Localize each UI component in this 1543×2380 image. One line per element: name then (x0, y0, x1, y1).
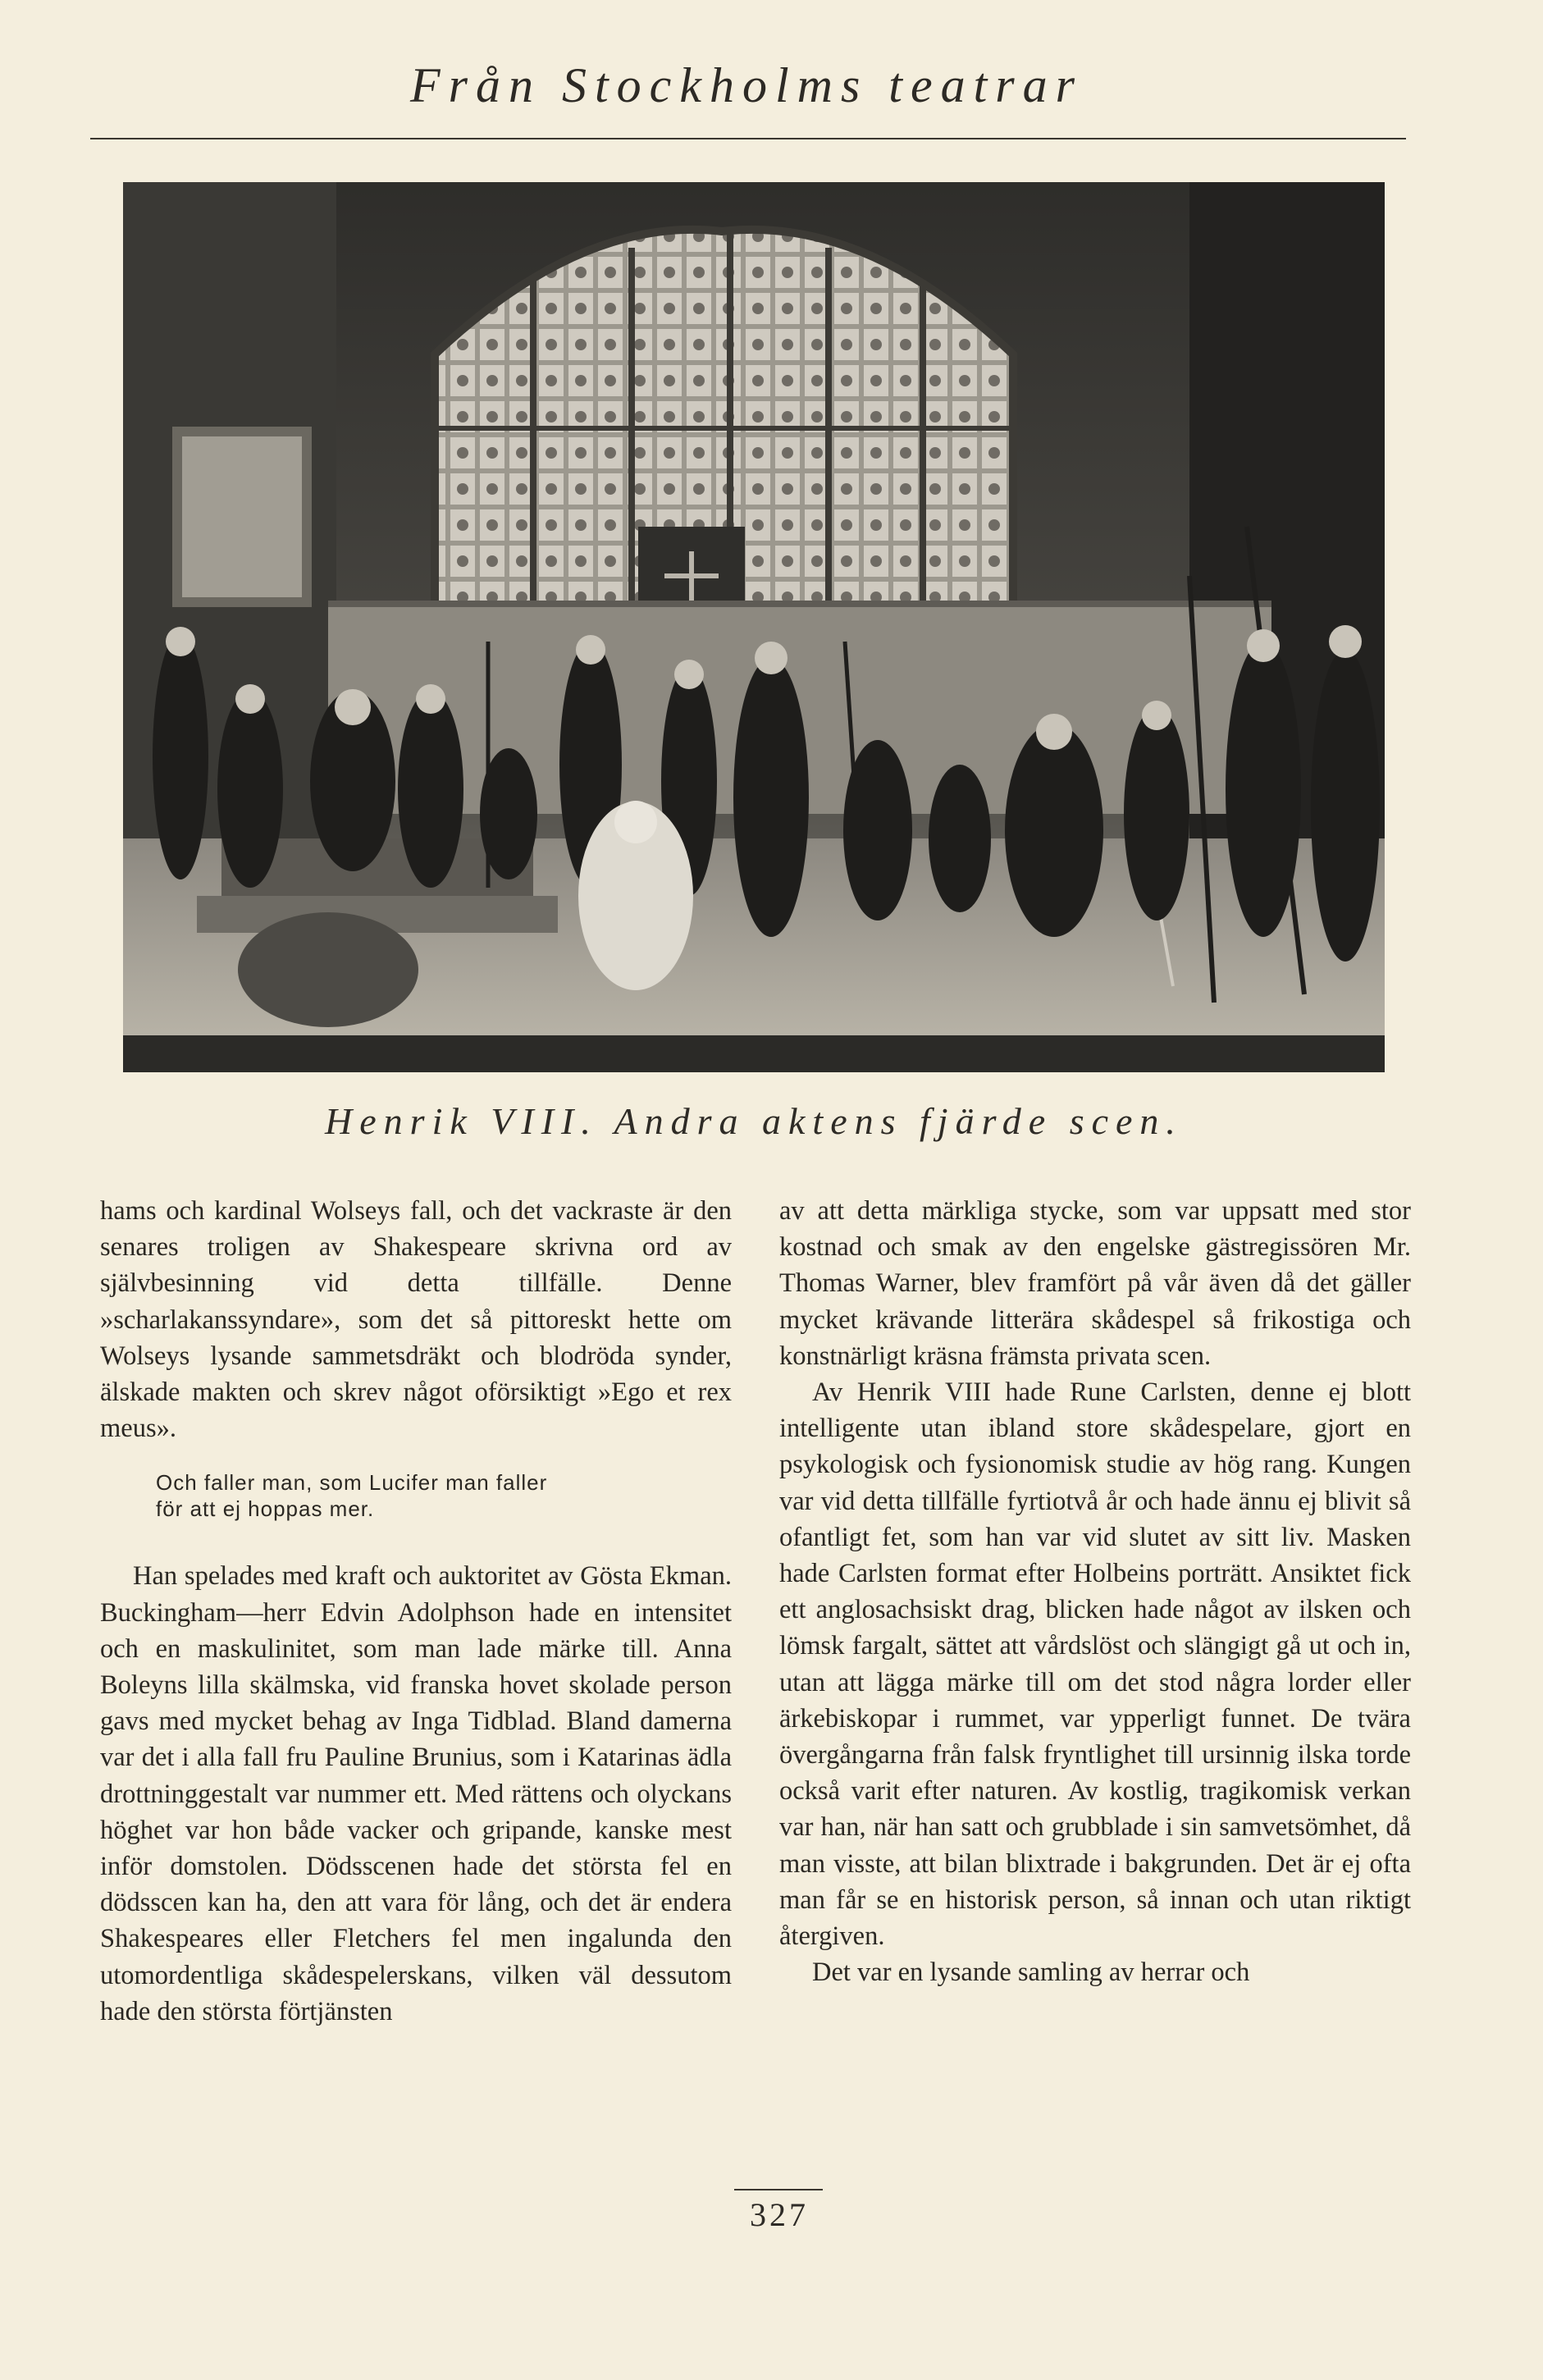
running-head: Från Stockholms teatrar (410, 58, 1083, 112)
verse-line-2: för att ej hoppas mer. (156, 1496, 375, 1522)
right-paragraph-3: Det var en lysande samling av herrar och (812, 1957, 1250, 1988)
page-number: 327 (750, 2196, 809, 2233)
verse-line-1: Och faller man, som Lucifer man faller (156, 1470, 548, 1496)
left-column (100, 1193, 732, 2030)
left-paragraph-1: hams och kardinal Wolseys fall, och det vackraste är den senares troligen av Shakespeare skrivna ord av självbesinning vid detta tillfälle. Denne »scharlakanssyndare», som det så pittoreskt hette om Wolseys lysande sammetsdräkt och blodröda synder, älskade makten och skrev något oförsiktigt »Ego et rex meus». (100, 1196, 732, 1444)
header-rule (90, 138, 1406, 139)
theatre-stage-photograph-icon (123, 182, 1385, 1072)
right-paragraph-2: Av Henrik VIII hade Rune Carlsten, denne ej blott intelligente utan ibland store skådespelare, gjort en psykologisk och fysionomisk studie av hög rang. Kungen var vid detta tillfälle fyrtiotvå år och hade ännu ej blivit så ofantligt fet, som han var vid slutet av sitt liv. Masken hade Carlsten format efter Holbeins porträtt. Ansiktet fick ett anglosachsiskt drag, blicken hade något av ilsken och lömsk fargalt, sättet att vårdslöst och slängigt gå ut och in, utan att lägga märke till om det stod några lorder eller ärkebiskopar i rummet, var ypperligt funnet. De tvära övergångarna från falsk fryntlighet till ursinnig ilska torde också varit efter naturen. Av kostlig, tragikomisk verkan var han, när han satt och grubblade i sin samvetsömhet, då man visste, att bilan blixtrade i bakgrunden. Det är ej ofta man får se en historisk person, så innan och utan riktigt återgiven. (779, 1377, 1411, 1952)
folio-rule (734, 2189, 823, 2190)
photo-caption: Henrik VIII. Andra aktens fjärde scen. (325, 1100, 1183, 1142)
verse-quote (156, 1469, 732, 1522)
left-paragraph-2: Han spelades med kraft och auktoritet av Gösta Ekman. Buckingham—herr Edvin Adolphson hade en intensitet och en maskulinitet, som man lade märke till. Anna Boleyns lilla skälmska, vid franska hovet skolade person gavs med mycket behag av Inga Tidblad. Bland damerna var det i alla fall fru Pauline Brunius, som i Katarinas ädla drottninggestalt var nummer ett. Med rättens och olyckans höghet var hon både vacker och gripande, kanske mest inför domstolen. Dödsscenen hade det största fel en dödsscen kan ha, den att vara för lång, och det är endera Shakespeares eller Fletchers fel men ingalunda den utomordentliga skådespelerskans, vilken väl dessutom hade den största förtjänsten (100, 1561, 732, 2026)
right-paragraph-1: av att detta märkliga stycke, som var uppsatt med stor kostnad och smak av den engelske gästregissören Mr. Thomas Warner, blev framfört på vår även då det gäller mycket krävande litterära skådespel så frikostiga och konstnärligt kräsna främsta privata scen. (779, 1196, 1411, 1371)
right-column (779, 1193, 1411, 1990)
stage-photograph (123, 182, 1385, 1072)
